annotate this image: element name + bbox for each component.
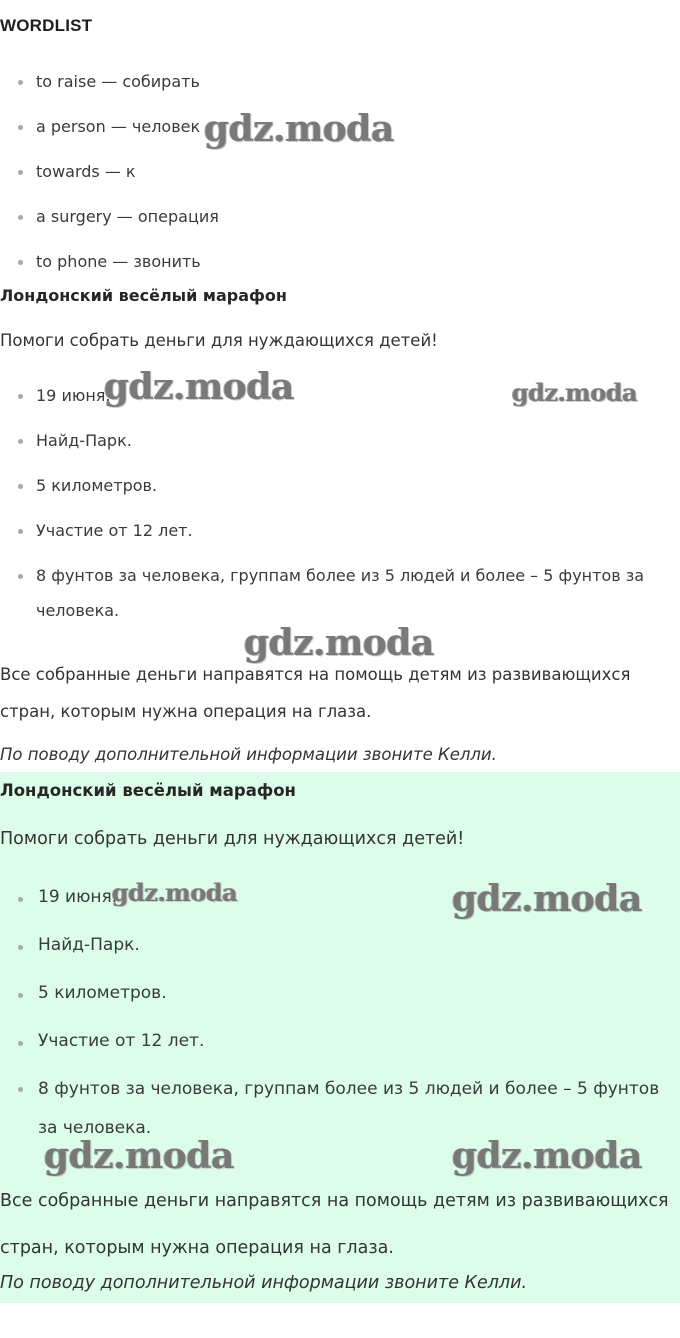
list-item: 8 фунтов за человека, группам более из 5 людей и более – 5 фунтов за человека.	[0, 1070, 680, 1166]
list-item: 5 километров.	[0, 981, 680, 1029]
translation-body: Все собранные деньги направятся на помощь детям из развивающихся стран, которым нужна операция на глаза.	[0, 1191, 669, 1258]
list-item: Найд-Парк.	[0, 428, 680, 473]
list-item: Участие от 12 лет.	[0, 518, 680, 563]
list-item: 5 километров.	[0, 473, 680, 518]
watermark: gdz.moda	[112, 878, 238, 907]
list-item: to phone — звонить	[0, 249, 680, 294]
watermark: gdz.moda	[44, 1135, 234, 1177]
wordlist-heading: WORDLIST	[0, 16, 93, 35]
marathon-contact: По поводу дополнительной информации звоните Келли.	[0, 745, 497, 764]
wordlist	[0, 69, 680, 294]
list-item: 19 июня.	[0, 383, 680, 428]
watermark: gdz.moda	[452, 878, 642, 920]
list-item: Участие от 12 лет.	[0, 1029, 680, 1077]
translation-block	[0, 772, 680, 1303]
marathon-subtitle: Помоги собрать деньги для нуждающихся детей!	[0, 331, 438, 350]
list-item: towards — к	[0, 159, 680, 204]
translation-title: Лондонский весёлый марафон	[0, 781, 296, 800]
marathon-body: Все собранные деньги направятся на помощь детям из развивающихся стран, которым нужна операция на глаза.	[0, 665, 631, 721]
watermark: gdz.moda	[104, 366, 294, 408]
watermark: gdz.moda	[512, 378, 638, 407]
list-item: a surgery — операция	[0, 204, 680, 249]
translation-contact: По поводу дополнительной информации звоните Келли.	[0, 1273, 528, 1293]
list-item: Найд-Парк.	[0, 933, 680, 981]
marathon-details-list	[0, 383, 680, 648]
list-item: 8 фунтов за человека, группам более из 5 людей и более – 5 фунтов за человека.	[0, 558, 680, 648]
list-item: a person — человек	[0, 114, 680, 159]
marathon-title: Лондонский весёлый марафон	[0, 286, 287, 305]
watermark: gdz.moda	[244, 622, 434, 664]
list-item: 19 июня.	[0, 885, 680, 933]
list-item: to raise — собирать	[0, 69, 680, 114]
translation-details-list	[0, 885, 680, 1166]
translation-subtitle: Помоги собрать деньги для нуждающихся детей!	[0, 829, 465, 849]
watermark: gdz.moda	[204, 108, 394, 150]
watermark: gdz.moda	[452, 1135, 642, 1177]
